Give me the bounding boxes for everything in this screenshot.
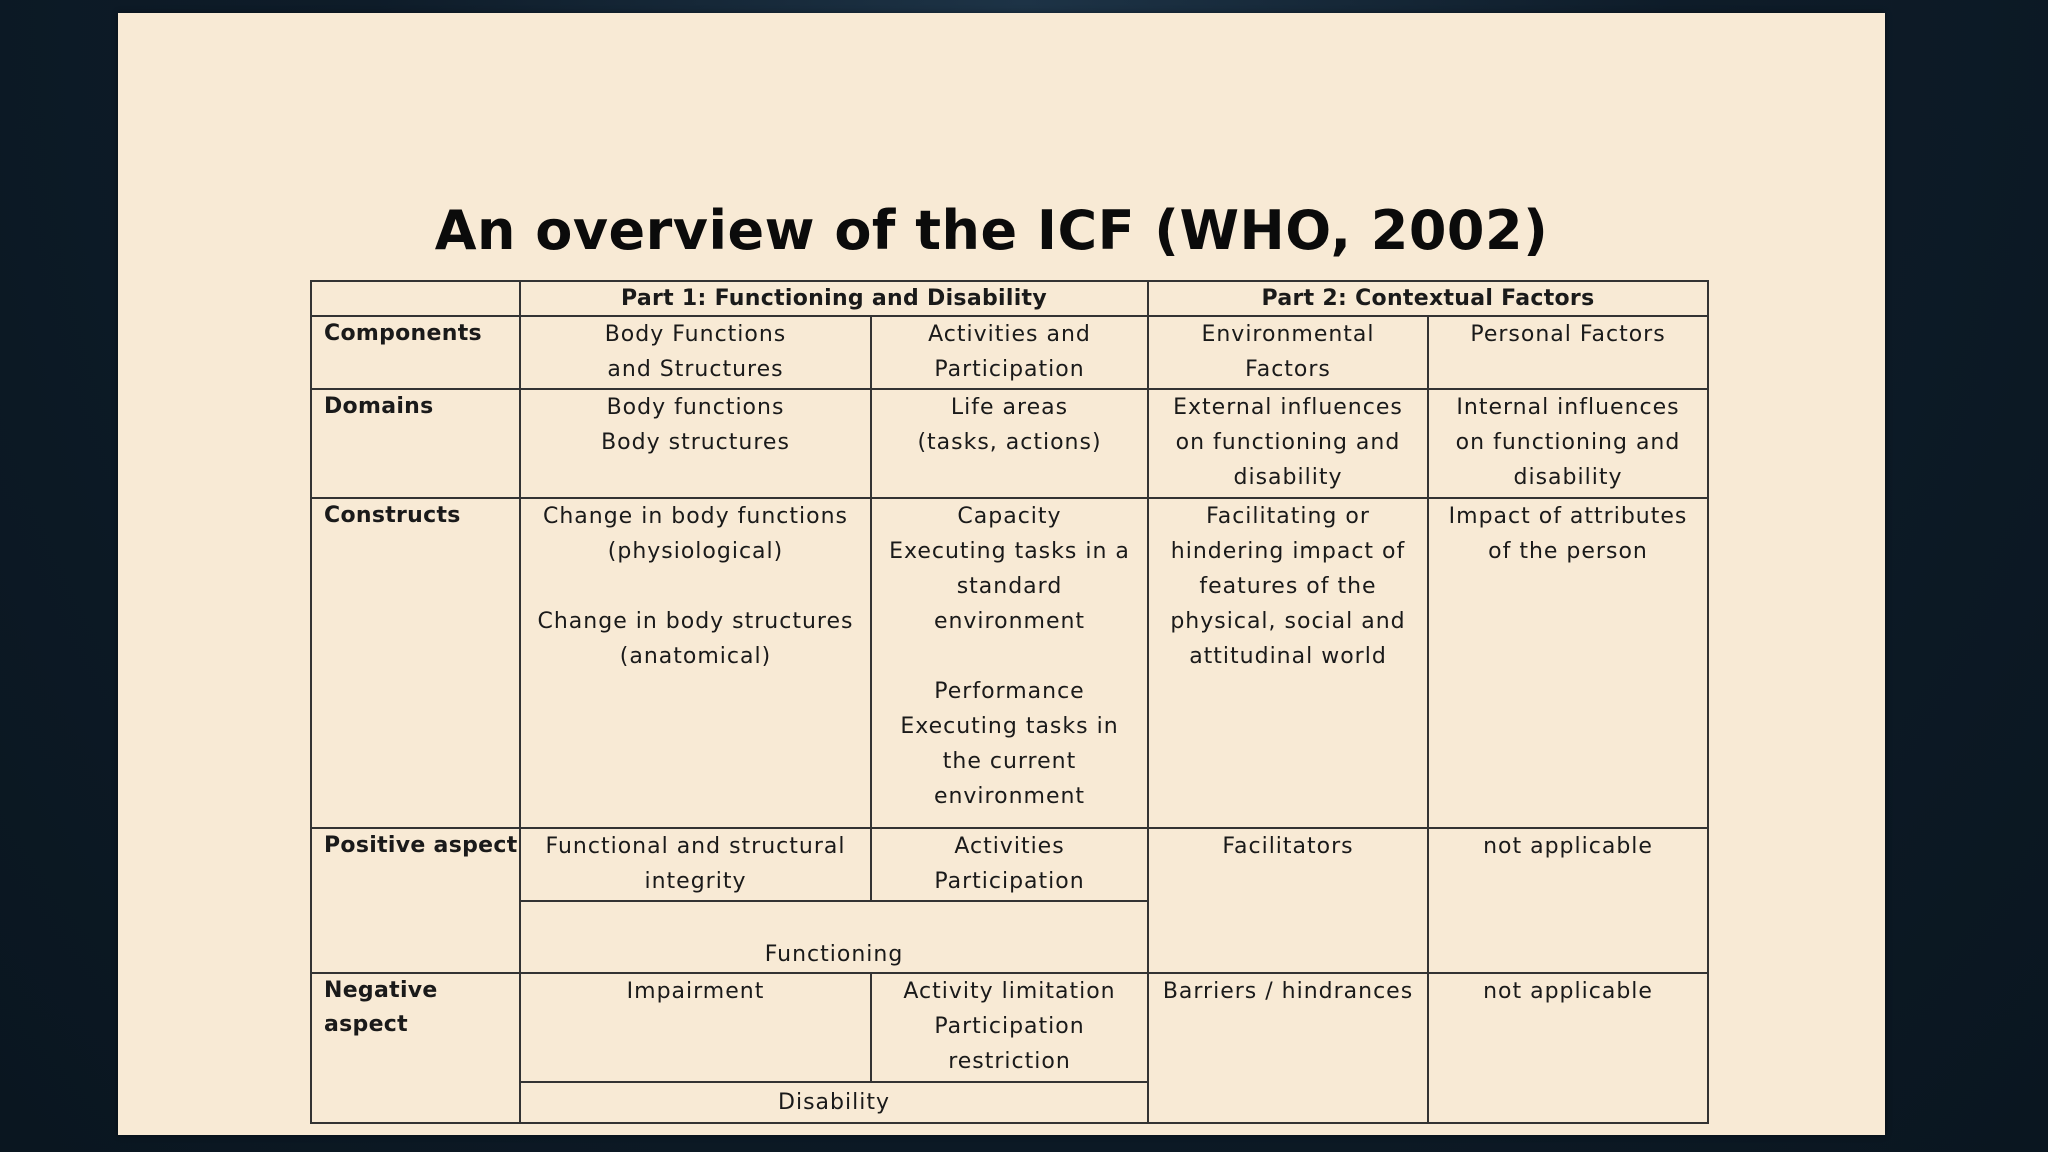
constructs-environmental: Facilitating or hindering impact of features of the physical, social and attitudinal world: [1148, 498, 1428, 828]
slide-title: An overview of the ICF (WHO, 2002): [434, 199, 1549, 262]
slide: [118, 13, 1885, 1135]
table-header-row: [311, 281, 1708, 316]
header-empty-cell: [311, 281, 520, 316]
constructs-body: Change in body functions (physiological) Change in body structures (anatomical): [520, 498, 871, 828]
disability-summary: Disability: [520, 1082, 1148, 1123]
icf-overview-table: [310, 280, 1709, 1124]
constructs-row: [311, 498, 1708, 828]
header-part2: Part 2: Contextual Factors: [1148, 281, 1708, 316]
negative-personal: not applicable: [1428, 973, 1708, 1123]
components-activities: Activities and Participation: [871, 316, 1148, 389]
components-body: Body Functions and Structures: [520, 316, 871, 389]
domains-body: Body functions Body structures: [520, 389, 871, 497]
domains-personal: Internal influences on functioning and disability: [1428, 389, 1708, 497]
functioning-summary: Functioning: [520, 901, 1148, 973]
constructs-personal: Impact of attributes of the person: [1428, 498, 1708, 828]
row-label-domains: Domains: [311, 389, 520, 497]
negative-activities: Activity limitation Participation restriction: [871, 973, 1148, 1082]
negative-environmental: Barriers / hindrances: [1148, 973, 1428, 1123]
components-environmental: Environmental Factors: [1148, 316, 1428, 389]
header-part1: Part 1: Functioning and Disability: [520, 281, 1148, 316]
row-label-constructs: Constructs: [311, 498, 520, 828]
components-row: [311, 316, 1708, 389]
positive-environmental: Facilitators: [1148, 828, 1428, 973]
components-personal: Personal Factors: [1428, 316, 1708, 389]
negative-body: Impairment: [520, 973, 871, 1082]
positive-body: Functional and structural integrity: [520, 828, 871, 901]
domains-environmental: External influences on functioning and disability: [1148, 389, 1428, 497]
row-label-negative: Negative aspect: [311, 973, 520, 1123]
domains-row: [311, 389, 1708, 497]
negative-row: [311, 973, 1708, 1082]
positive-personal: not applicable: [1428, 828, 1708, 973]
row-label-components: Components: [311, 316, 520, 389]
positive-activities: Activities Participation: [871, 828, 1148, 901]
positive-row: [311, 828, 1708, 901]
constructs-activities: Capacity Executing tasks in a standard environment Performance Executing tasks in the current environment: [871, 498, 1148, 828]
domains-activities: Life areas (tasks, actions): [871, 389, 1148, 497]
row-label-positive: Positive aspect: [311, 828, 520, 973]
